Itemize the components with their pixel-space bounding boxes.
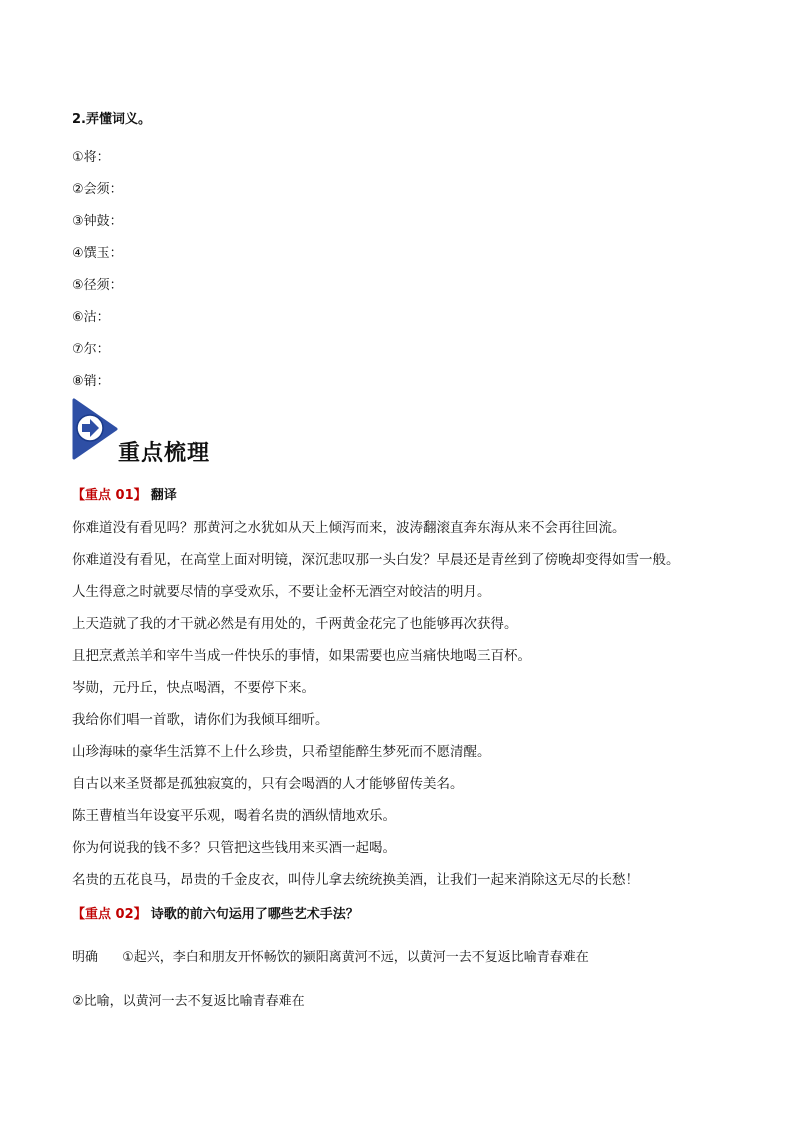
answer-text: ①起兴，李白和朋友开怀畅饮的颍阳离黄河不远，以黄河一去不复返比喻青春难在 [122,950,589,965]
translation-line: 你难道没有看见吗？那黄河之水犹如从天上倾泻而来，波涛翻滚直奔东海从来不会再往回流。 [72,520,626,536]
answer-line [72,946,589,965]
translation-line: 你为何说我的钱不多？只管把这些钱用来买酒一起喝。 [72,840,396,856]
vocab-item: ③钟鼓： [72,214,123,229]
section-title: 重点梳理 [118,440,211,466]
arrow-right-icon [72,398,118,460]
vocab-item: ⑥沽： [72,310,110,325]
translation-line: 名贵的五花良马，昂贵的千金皮衣，叫侍儿拿去统统换美酒，让我们一起来消除这无尽的长愁！ [72,872,639,888]
key-point-label: 诗歌的前六句运用了哪些艺术手法？ [150,907,359,922]
vocab-item: ⑧销： [72,374,110,389]
vocab-item: ②会须： [72,182,123,197]
key-point-tag: 【重点 02】 [72,907,147,922]
translation-line: 岑勋，元丹丘，快点喝酒，不要停下来。 [72,680,315,696]
translation-line: 人生得意之时就要尽情的享受欢乐，不要让金杯无酒空对皎洁的明月。 [72,584,491,600]
translation-line: 山珍海味的豪华生活算不上什么珍贵，只希望能醉生梦死而不愿清醒。 [72,744,491,760]
key-point-header [72,903,359,922]
answer-line: ②比喻，以黄河一去不复返比喻青春难在 [72,994,305,1009]
translation-line: 且把烹煮羔羊和宰牛当成一件快乐的事情，如果需要也应当痛快地喝三百杯。 [72,648,531,664]
translation-line: 你难道没有看见，在高堂上面对明镜，深沉悲叹那一头白发？早晨还是青丝到了傍晚却变得如雪一般。 [72,552,680,568]
translation-line: 陈王曹植当年设宴平乐观，喝着名贵的酒纵情地欢乐。 [72,808,396,824]
key-point-label: 翻译 [150,488,177,503]
key-point-header [72,484,177,503]
question-title: 2.弄懂词义。 [72,112,151,127]
translation-line: 自古以来圣贤都是孤独寂寞的，只有会喝酒的人才能够留传美名。 [72,776,464,792]
key-point-tag: 【重点 01】 [72,488,147,503]
vocab-item: ⑤径须： [72,278,123,293]
vocab-item: ④馔玉： [72,246,123,261]
answer-label: 明确 [72,950,99,965]
translation-line: 上天造就了我的才干就必然是有用处的，千两黄金花完了也能够再次获得。 [72,616,518,632]
vocab-item: ⑦尔： [72,342,110,357]
vocab-item: ①将： [72,150,110,165]
translation-line: 我给你们唱一首歌，请你们为我倾耳细听。 [72,712,329,728]
